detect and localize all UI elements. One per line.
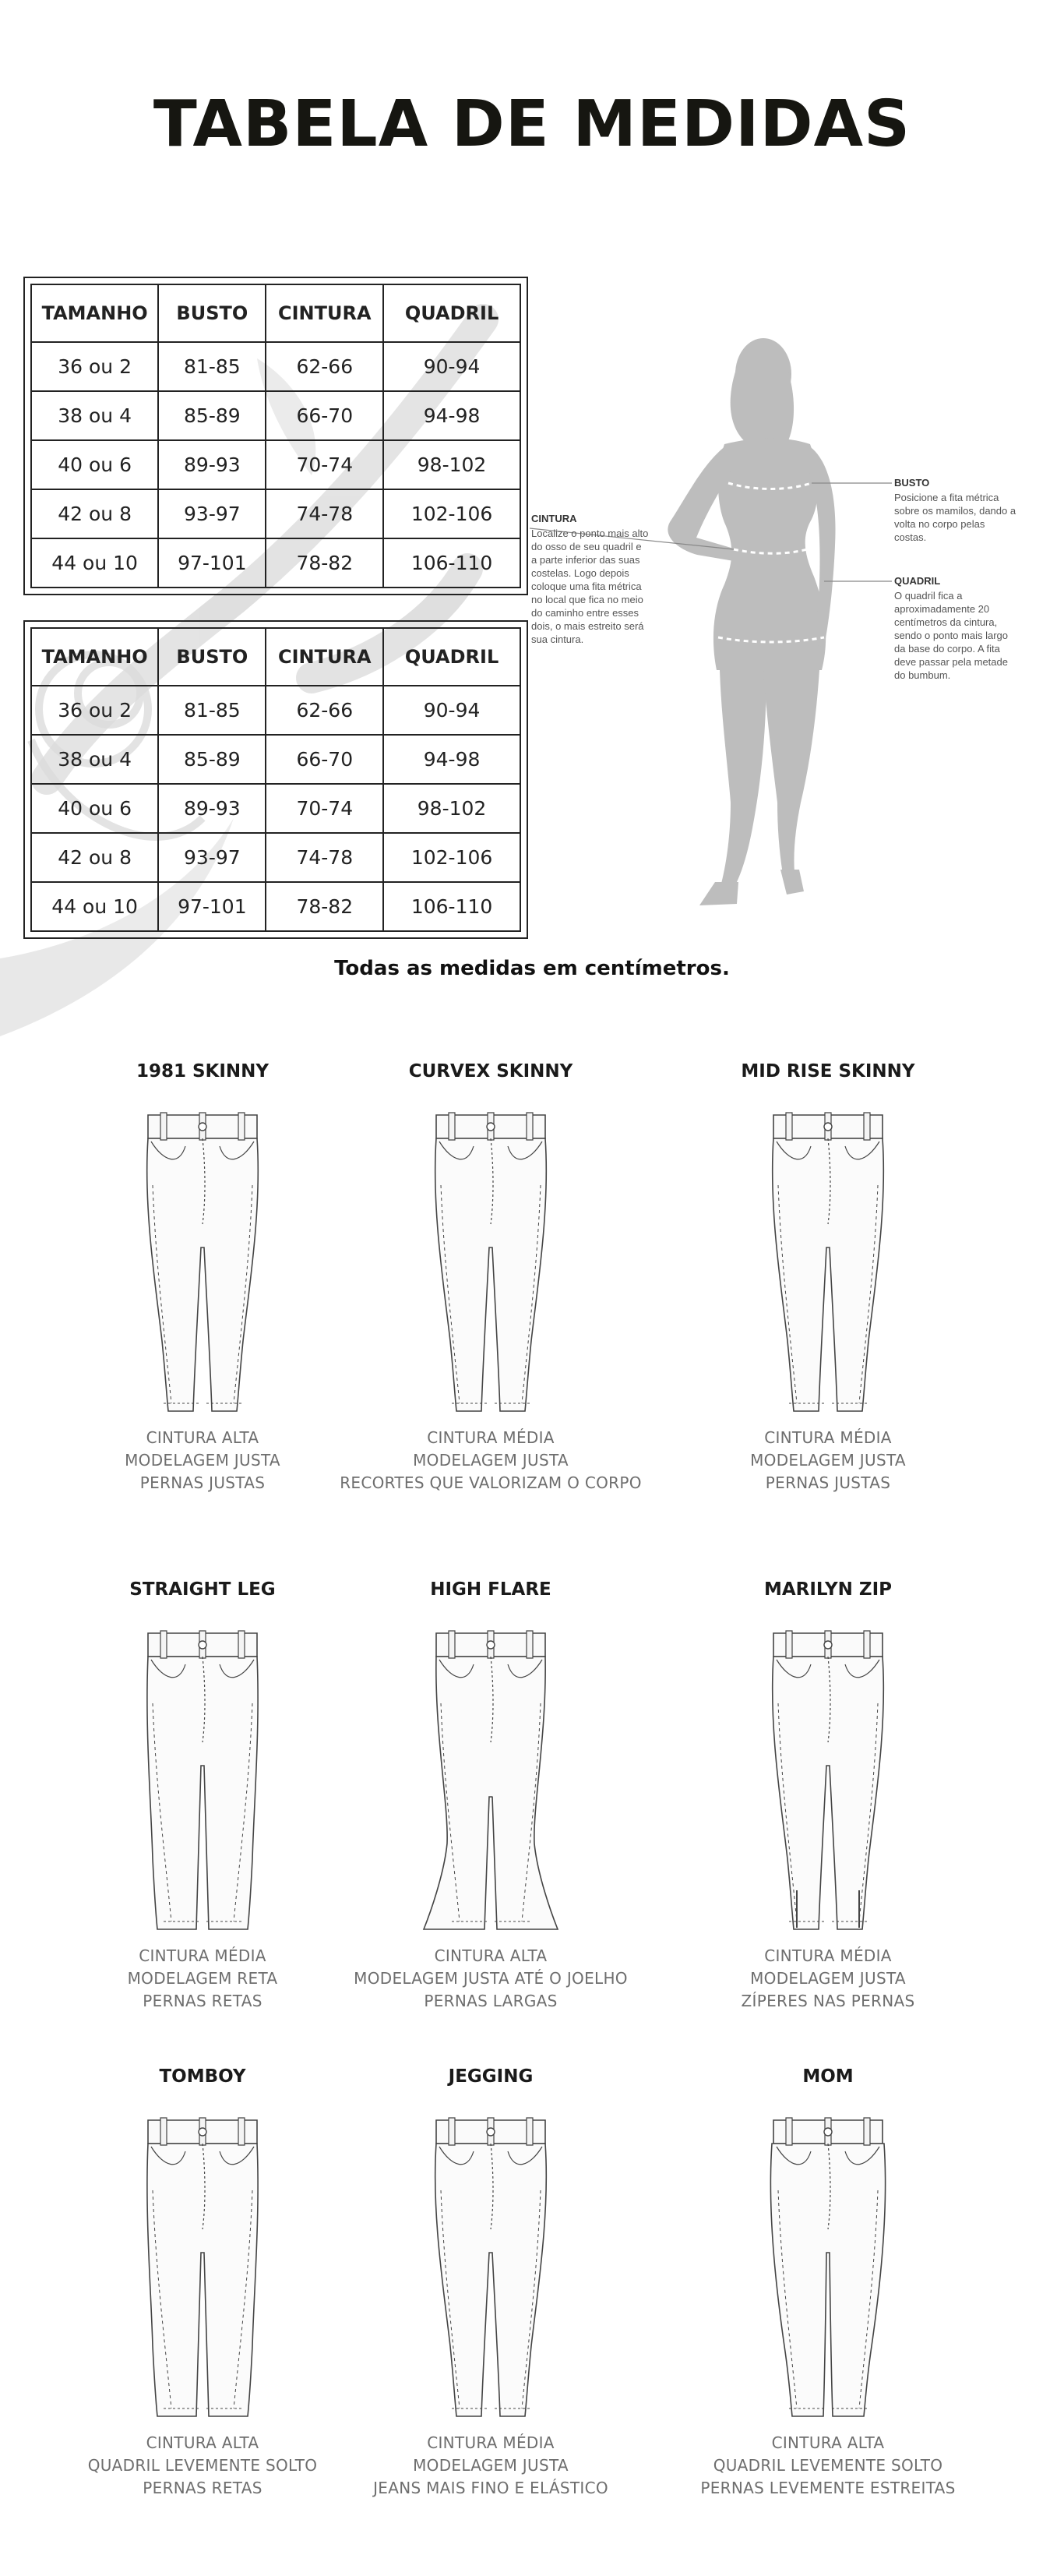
model-description (62, 2432, 343, 2500)
table-row (31, 342, 520, 391)
table-cell: 93-97 (158, 833, 266, 882)
table-cell: 94-98 (383, 735, 520, 784)
model-description (319, 2432, 662, 2500)
table-row (31, 735, 520, 784)
table-row (31, 784, 520, 833)
model-description (657, 1427, 999, 1494)
model-description-line: MODELAGEM JUSTA (750, 1969, 906, 1988)
model-name: MID RISE SKINNY (741, 1061, 915, 1082)
table-row (31, 833, 520, 882)
model-description-line: CINTURA MÉDIA (764, 1946, 892, 1965)
table-cell: 78-82 (266, 882, 383, 931)
jeans-illustration-icon (413, 2097, 569, 2424)
model-description (62, 1945, 343, 2013)
table-cell: 74-78 (266, 489, 383, 538)
model-description (319, 1427, 662, 1494)
model-description-line: MODELAGEM JUSTA (413, 2456, 569, 2475)
busto-instructions: Posicione a fita métrica sobre os mamilos, dando a volta no corpo pelas costas. (894, 492, 1016, 543)
header-busto: BUSTO (158, 628, 266, 686)
table-cell: 98-102 (383, 784, 520, 833)
table-cell: 62-66 (266, 342, 383, 391)
jeans-model-card (62, 1574, 343, 2013)
cintura-label: CINTURA (531, 513, 577, 524)
model-description-line: CINTURA ALTA (146, 1428, 259, 1447)
model-description (657, 1945, 999, 2013)
model-name: MOM (802, 2066, 854, 2087)
table-cell: 102-106 (383, 489, 520, 538)
model-description-line: CINTURA MÉDIA (764, 1428, 892, 1447)
table-cell: 106-110 (383, 538, 520, 588)
jeans-illustration-icon (750, 2097, 906, 2424)
model-description-line: CINTURA MÉDIA (427, 2433, 555, 2452)
quadril-label: QUADRIL (894, 575, 941, 587)
table-row (31, 538, 520, 588)
model-description-line: MODELAGEM JUSTA (413, 1451, 569, 1470)
table-row (31, 391, 520, 440)
jeans-model-card (319, 1056, 662, 1494)
table-cell: 89-93 (158, 784, 266, 833)
quadril-instructions: O quadril fica a aproximadamente 20 centímetros da cintura, sendo o ponto mais largo da base do corpo. A fita deve passar pela metade do bumbum. (894, 590, 1008, 681)
table-cell: 97-101 (158, 538, 266, 588)
model-description-line: PERNAS JUSTAS (139, 1473, 266, 1492)
model-description-line: PERNAS JUSTAS (765, 1473, 891, 1492)
table-cell: 98-102 (383, 440, 520, 489)
jeans-illustration-icon (413, 1092, 569, 1419)
jeans-illustration-icon (125, 1092, 280, 1419)
model-name: 1981 SKINNY (136, 1061, 270, 1082)
table-cell: 40 ou 6 (31, 784, 158, 833)
table-cell: 44 ou 10 (31, 882, 158, 931)
model-description (319, 1945, 662, 2013)
model-description-line: RECORTES QUE VALORIZAM O CORPO (340, 1473, 642, 1492)
model-name: JEGGING (448, 2066, 534, 2087)
table-cell: 93-97 (158, 489, 266, 538)
jeans-illustration-icon (750, 1092, 906, 1419)
table-cell: 85-89 (158, 391, 266, 440)
jeans-model-card (657, 1056, 999, 1494)
header-cintura: CINTURA (266, 628, 383, 686)
model-description-line: CINTURA ALTA (146, 2433, 259, 2452)
model-name: HIGH FLARE (430, 1579, 551, 1600)
table-cell: 70-74 (266, 440, 383, 489)
model-name: TOMBOY (159, 2066, 246, 2087)
cintura-instructions: Localize o ponto mais alto do osso de seu quadril e a parte inferior das suas costelas. Logo depois coloque uma fita métrica no local que fica no meio do caminho entre esses dois, o mais estreito será sua cintura. (531, 528, 649, 645)
table-cell: 94-98 (383, 391, 520, 440)
model-description-line: QUADRIL LEVEMENTE SOLTO (713, 2456, 943, 2475)
table-cell: 81-85 (158, 342, 266, 391)
model-description-line: MODELAGEM JUSTA (125, 1451, 280, 1470)
page-title: TABELA DE MEDIDAS (153, 87, 911, 161)
model-description-line: CINTURA ALTA (434, 1946, 548, 1965)
size-table-1 (23, 277, 528, 595)
header-cintura: CINTURA (266, 284, 383, 342)
jeans-model-card (319, 2061, 662, 2500)
table-cell: 36 ou 2 (31, 686, 158, 735)
model-description-line: CINTURA MÉDIA (139, 1946, 266, 1965)
model-description-line: PERNAS RETAS (143, 1992, 262, 2010)
jeans-illustration-icon (413, 1610, 569, 1937)
table-cell: 38 ou 4 (31, 735, 158, 784)
table-cell: 90-94 (383, 686, 520, 735)
table-row (31, 440, 520, 489)
table-cell: 78-82 (266, 538, 383, 588)
table-row (31, 686, 520, 735)
table-cell: 42 ou 8 (31, 489, 158, 538)
table-cell: 40 ou 6 (31, 440, 158, 489)
table-cell: 36 ou 2 (31, 342, 158, 391)
model-description-line: ZÍPERES NAS PERNAS (741, 1992, 915, 2010)
table-cell: 42 ou 8 (31, 833, 158, 882)
table-cell: 38 ou 4 (31, 391, 158, 440)
busto-label: BUSTO (894, 477, 930, 489)
header-busto: BUSTO (158, 284, 266, 342)
table-cell: 62-66 (266, 686, 383, 735)
table-cell: 44 ou 10 (31, 538, 158, 588)
jeans-illustration-icon (125, 2097, 280, 2424)
table-cell: 106-110 (383, 882, 520, 931)
jeans-model-card (657, 2061, 999, 2500)
table-cell: 85-89 (158, 735, 266, 784)
table-cell: 66-70 (266, 735, 383, 784)
model-description-line: CINTURA MÉDIA (427, 1428, 555, 1447)
table-cell: 74-78 (266, 833, 383, 882)
size-table-2 (23, 620, 528, 939)
jeans-model-card (657, 1574, 999, 2013)
jeans-illustration-icon (750, 1610, 906, 1937)
header-quadril: QUADRIL (383, 284, 520, 342)
table-row (31, 489, 520, 538)
table-cell: 81-85 (158, 686, 266, 735)
table-cell: 90-94 (383, 342, 520, 391)
table-cell: 97-101 (158, 882, 266, 931)
header-tamanho: TAMANHO (31, 628, 158, 686)
model-description-line: PERNAS LEVEMENTE ESTREITAS (700, 2479, 956, 2497)
model-description (62, 1427, 343, 1494)
measurement-figure (530, 327, 1059, 919)
model-description-line: CINTURA ALTA (771, 2433, 885, 2452)
measurement-note: Todas as medidas em centímetros. (334, 957, 730, 980)
model-name: CURVEX SKINNY (408, 1061, 573, 1082)
model-description-line: JEANS MAIS FINO E ELÁSTICO (373, 2479, 608, 2497)
model-name: STRAIGHT LEG (129, 1579, 276, 1600)
model-description-line: MODELAGEM JUSTA ATÉ O JOELHO (354, 1969, 628, 1988)
jeans-model-card (319, 1574, 662, 2013)
model-description-line: MODELAGEM RETA (127, 1969, 278, 1988)
jeans-illustration-icon (125, 1610, 280, 1937)
jeans-model-card (62, 2061, 343, 2500)
model-name: MARILYN ZIP (763, 1579, 893, 1600)
jeans-model-card (62, 1056, 343, 1494)
table-cell: 70-74 (266, 784, 383, 833)
table-cell: 102-106 (383, 833, 520, 882)
table-cell: 89-93 (158, 440, 266, 489)
model-description-line: MODELAGEM JUSTA (750, 1451, 906, 1470)
header-quadril: QUADRIL (383, 628, 520, 686)
model-description-line: PERNAS RETAS (143, 2479, 262, 2497)
model-description-line: QUADRIL LEVEMENTE SOLTO (87, 2456, 318, 2475)
model-description (657, 2432, 999, 2500)
header-tamanho: TAMANHO (31, 284, 158, 342)
table-row (31, 882, 520, 931)
table-cell: 66-70 (266, 391, 383, 440)
model-description-line: PERNAS LARGAS (424, 1992, 558, 2010)
